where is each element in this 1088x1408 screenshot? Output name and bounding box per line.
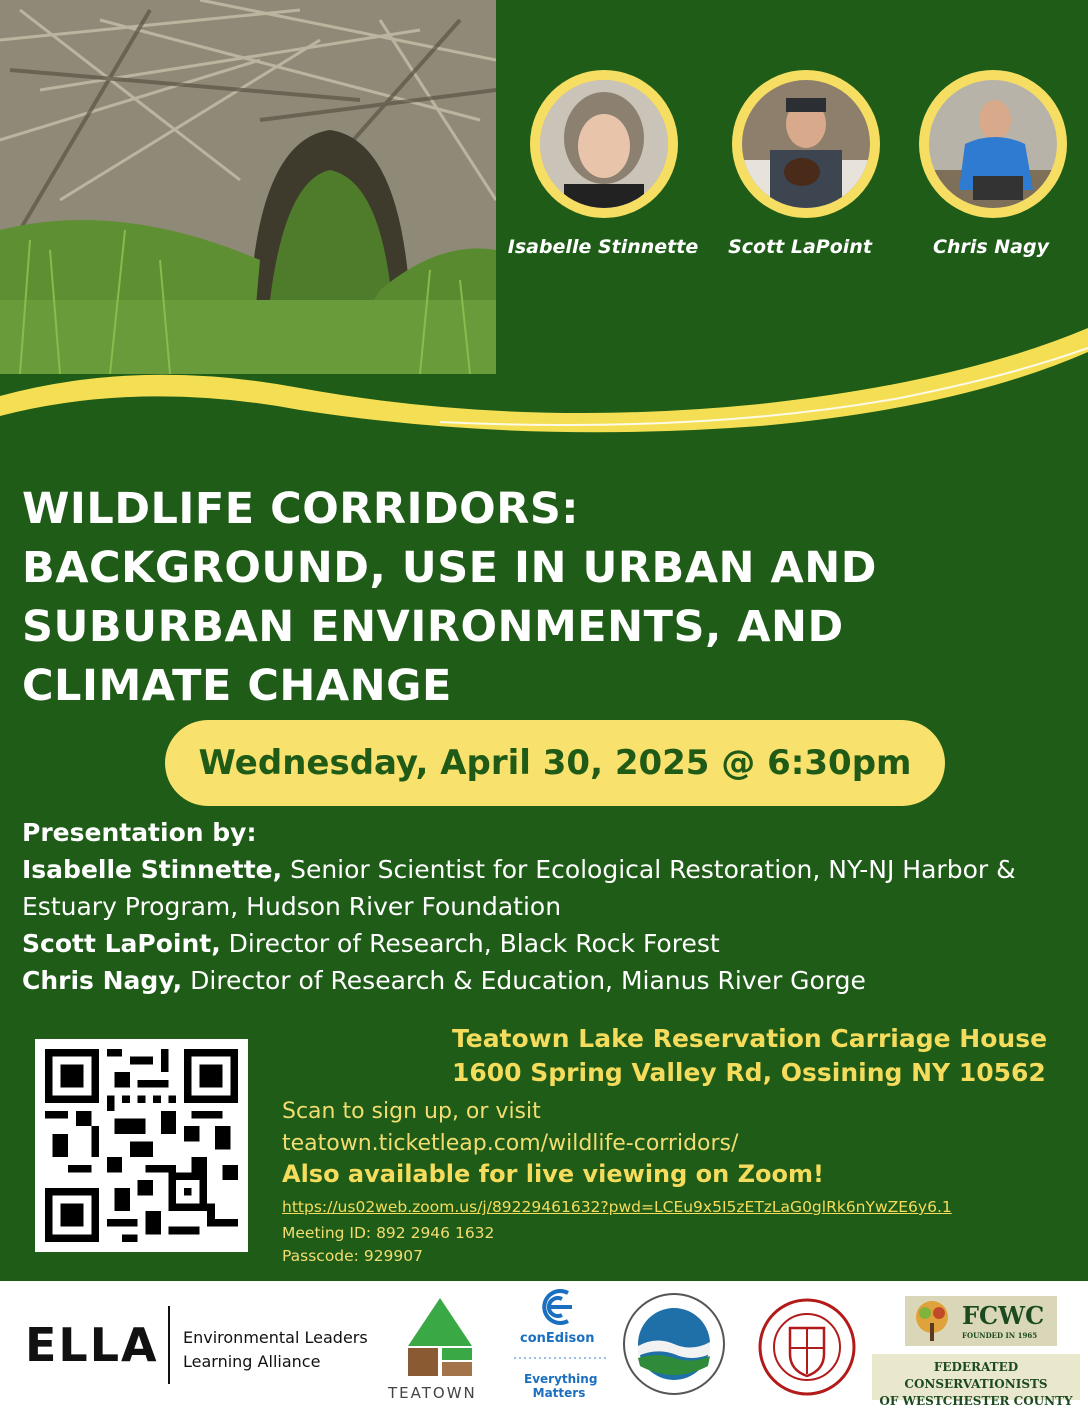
fcwc-full-name bbox=[872, 1354, 1080, 1408]
conedison-name: conEdison bbox=[520, 1331, 595, 1346]
presenter-entry bbox=[22, 962, 1072, 999]
ella-line: Learning Alliance bbox=[183, 1352, 321, 1371]
title-line: WILDLIFE CORRIDORS: bbox=[22, 484, 579, 534]
presenter-role: Senior Scientist for Ecological Restoration, NY-NJ Harbor & Estuary Program, Hudson River Foundation bbox=[22, 855, 1016, 921]
conedison-logo-icon bbox=[534, 1289, 574, 1325]
zoom-meeting-id: Meeting ID: 892 2946 1632 bbox=[282, 1224, 495, 1242]
conedison-tagline: Everything Matters bbox=[524, 1372, 598, 1400]
venue-street: 1600 Spring Valley Rd, Ossining NY 10562 bbox=[452, 1058, 1046, 1087]
cornell-seal-icon bbox=[758, 1298, 856, 1396]
fcwc-line: FEDERATED CONSERVATIONISTS bbox=[904, 1360, 1048, 1391]
speaker-name: Isabelle Stinnette bbox=[507, 236, 699, 258]
venue-address bbox=[452, 1022, 1082, 1090]
zoom-passcode: Passcode: 929907 bbox=[282, 1247, 423, 1265]
yellow-wave-divider bbox=[0, 318, 1088, 438]
title-line: CLIMATE CHANGE bbox=[22, 661, 452, 711]
presenter-role: Director of Research, Black Rock Forest bbox=[220, 929, 720, 958]
event-title bbox=[22, 480, 1072, 716]
speaker-name: Scott LaPoint bbox=[728, 236, 872, 258]
signup-url[interactable]: teatown.ticketleap.com/wildlife-corridors/ bbox=[282, 1131, 739, 1156]
presenter-entry bbox=[22, 925, 1072, 962]
title-line: BACKGROUND, USE IN URBAN AND bbox=[22, 543, 877, 593]
signup-text: Scan to sign up, or visit bbox=[282, 1099, 541, 1124]
ella-line: Environmental Leaders bbox=[183, 1328, 368, 1347]
presenters-heading: Presentation by: bbox=[22, 818, 257, 847]
event-date: Wednesday, April 30, 2025 @ 6:30pm bbox=[198, 743, 912, 783]
ella-logo: ELLA bbox=[25, 1318, 159, 1372]
fcwc-acronym: FCWC bbox=[962, 1301, 1045, 1330]
zoom-heading: Also available for live viewing on Zoom! bbox=[282, 1160, 824, 1188]
zoom-link[interactable]: https://us02web.zoom.us/j/89229461632?pwd=LCEu9x5I5zETzLaG0glRk6nYwZE6y6.1 bbox=[282, 1198, 952, 1216]
qr-code[interactable] bbox=[35, 1039, 248, 1252]
presenter-role: Director of Research & Education, Mianus River Gorge bbox=[182, 966, 866, 995]
speaker-name: Chris Nagy bbox=[933, 236, 1049, 258]
qr-code-icon bbox=[45, 1049, 238, 1242]
nys-dec-seal-icon bbox=[622, 1292, 726, 1396]
venue-name: Teatown Lake Reservation Carriage House bbox=[452, 1024, 1048, 1053]
presenter-name: Chris Nagy, bbox=[22, 966, 183, 995]
fcwc-line: OF WESTCHESTER COUNTY bbox=[879, 1394, 1073, 1408]
teatown-logo-text: TEATOWN bbox=[388, 1384, 477, 1402]
title-line: SUBURBAN ENVIRONMENTS, AND bbox=[22, 602, 844, 652]
zoom-details bbox=[282, 1222, 494, 1268]
teatown-logo-icon bbox=[396, 1296, 484, 1378]
speaker-photo-stinnette bbox=[530, 70, 678, 218]
speaker-photo-nagy bbox=[919, 70, 1067, 218]
fcwc-founded: FOUNDED IN 1965 bbox=[962, 1331, 1038, 1340]
presenters-block bbox=[22, 814, 1072, 999]
signup-info bbox=[282, 1096, 1072, 1160]
logo-divider bbox=[168, 1306, 170, 1384]
presenter-name: Scott LaPoint, bbox=[22, 929, 221, 958]
presenter-name: Isabelle Stinnette, bbox=[22, 855, 283, 884]
ella-full-name bbox=[183, 1326, 368, 1374]
presenter-entry bbox=[22, 851, 1072, 925]
speaker-photo-lapoint bbox=[732, 70, 880, 218]
dotted-divider bbox=[514, 1356, 606, 1360]
tree-icon bbox=[909, 1299, 955, 1343]
event-date-badge bbox=[165, 720, 945, 806]
